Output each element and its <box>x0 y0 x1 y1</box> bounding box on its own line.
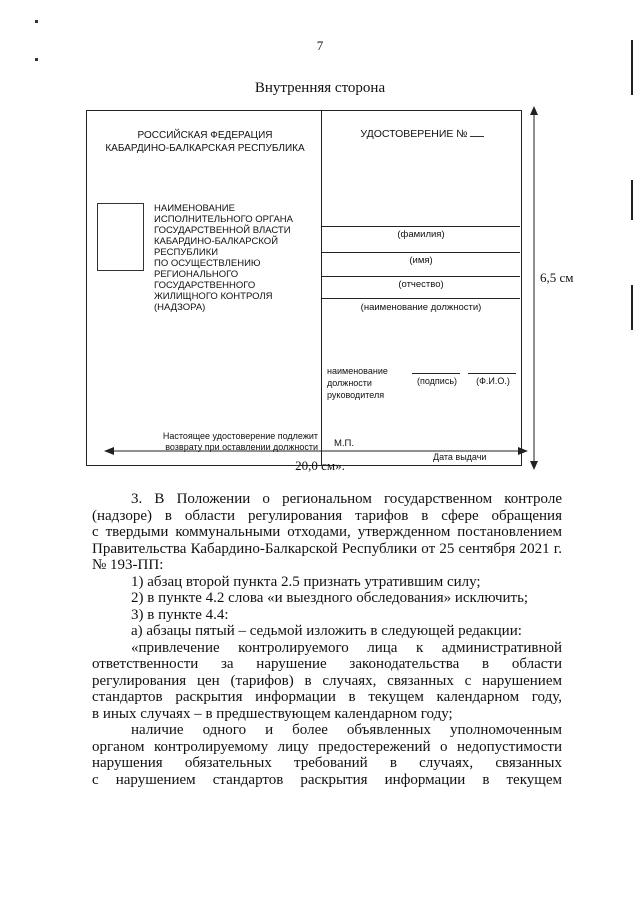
body-line: 3. В Положении о региональном государственном контроле <box>131 491 562 507</box>
organ-line: НАИМЕНОВАНИЕ <box>154 203 235 214</box>
fio-line <box>468 373 516 374</box>
body-line: 2) в пункте 4.2 слова «и выездного обследования» исключить; <box>131 590 529 606</box>
body-line: наличие одного и более объявленных уполномоченным <box>131 722 562 738</box>
certificate-number-blank <box>470 136 484 137</box>
body-line: № 193-ПП: <box>92 557 164 573</box>
organ-line: ГОСУДАРСТВЕННОГО <box>154 280 256 291</box>
organ-line: РЕГИОНАЛЬНОГО <box>154 269 239 280</box>
patronymic-label: (отчество) <box>398 279 444 290</box>
scan-mark-left-1 <box>35 20 38 23</box>
edge-mark-2 <box>631 180 633 220</box>
body-line: (надзоре) в области регулирования тарифов в сфере обращения <box>92 507 562 524</box>
organ-line: ЖИЛИЩНОГО КОНТРОЛЯ <box>154 291 273 302</box>
width-label: 20,0 см». <box>295 458 345 473</box>
body-line: 1) абзац второй пункта 2.5 признать утратившим силу; <box>131 573 481 590</box>
height-label: 6,5 см <box>540 270 574 285</box>
stamp-label: М.П. <box>334 438 355 449</box>
body-line: в иных случаях – в предшествующем календарном году; <box>92 705 453 722</box>
fio-label: (Ф.И.О.) <box>476 376 510 386</box>
head-title-line: наименование <box>327 366 388 376</box>
edge-mark-1 <box>631 40 633 95</box>
position-line <box>322 298 520 299</box>
head-title <box>327 365 407 401</box>
signature-label: (подпись) <box>416 376 458 386</box>
signature-line <box>412 373 460 374</box>
body-line: нарушения обязательных требований в случаях, связанных <box>92 755 562 771</box>
height-dimension-arrow <box>524 106 544 470</box>
organ-line: РЕСПУБЛИКИ <box>154 247 219 258</box>
surname-label: (фамилия) <box>397 229 445 240</box>
organ-line: (НАДЗОРА) <box>154 302 206 313</box>
body-line: ответственности за нарушение законодательства в области <box>92 656 562 672</box>
republic-name: КАБАРДИНО-БАЛКАРСКАЯ РЕСПУБЛИКА <box>105 143 305 154</box>
body-line: с твердыми коммунальными отходами, утвержденном постановлением <box>92 524 562 540</box>
photo-placeholder <box>97 203 144 271</box>
body-line: стандартов раскрытия информации в текущем календарном году, <box>92 689 562 705</box>
note-line: Настоящее удостоверение подлежит <box>162 431 318 441</box>
body-line: Правительства Кабардино-Балкарской Республики от 25 сентября 2021 г. <box>92 540 562 557</box>
certificate-title <box>324 128 520 140</box>
body-line: органом контролируемому лицу предостережений о недопустимости <box>92 738 562 755</box>
document-body <box>92 491 562 788</box>
surname-line <box>322 226 520 227</box>
width-dimension-arrow <box>104 445 528 457</box>
organ-name <box>154 203 319 313</box>
position-label: (наименование должности) <box>360 302 482 313</box>
name-label: (имя) <box>409 255 433 266</box>
head-title-line: должности <box>327 378 372 388</box>
body-line: с нарушением стандартов раскрытия информации в текущем <box>92 771 562 788</box>
caption: Внутренняя сторона <box>254 80 386 96</box>
body-line: а) абзацы пятый – седьмой изложить в следующей редакции: <box>131 623 522 639</box>
page-number: 7 <box>316 38 324 53</box>
organ-line: ПО ОСУЩЕСТВЛЕНИЮ <box>154 258 261 269</box>
scan-mark-left-2 <box>35 58 38 61</box>
left-header <box>90 129 320 155</box>
patronymic-line <box>322 276 520 277</box>
note-line: возврату при оставлении должности <box>165 442 318 452</box>
body-line: 3) в пункте 4.4: <box>131 606 229 623</box>
edge-mark-3 <box>631 285 633 330</box>
issue-date-label: Дата выдачи <box>433 452 487 462</box>
organ-line: ИСПОЛНИТЕЛЬНОГО ОРГАНА <box>154 214 293 225</box>
country-name: РОССИЙСКАЯ ФЕДЕРАЦИЯ <box>137 130 273 141</box>
organ-line: ГОСУДАРСТВЕННОЙ ВЛАСТИ <box>154 225 291 236</box>
name-line <box>322 252 520 253</box>
body-line: «привлечение контролируемого лица к административной <box>131 639 562 656</box>
organ-line: КАБАРДИНО-БАЛКАРСКОЙ <box>154 236 279 247</box>
body-line: регулирования цен (тарифов) в случаях, связанных с нарушением <box>92 672 562 689</box>
certificate-title-text: УДОСТОВЕРЕНИЕ № <box>360 128 468 140</box>
head-title-line: руководителя <box>327 390 385 400</box>
